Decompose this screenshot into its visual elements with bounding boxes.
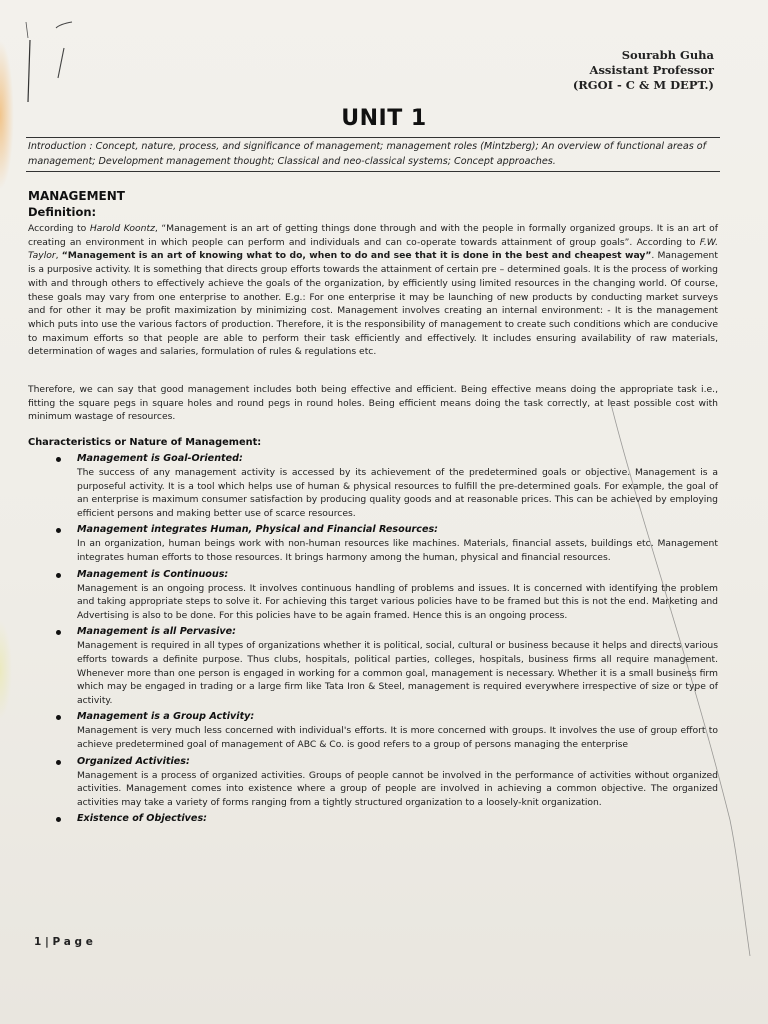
item-title: Management is all Pervasive:: [77, 626, 237, 638]
definition-text-a: According to: [28, 223, 90, 234]
item-text: Management is an ongoing process. It involves continuous handling of problems and issues. It is concerned with identifying the problem and taking appropriate steps to solve it. For achieving this target various policies have to be framed but this is not the end. Marketing and Advertising is also to be done. For this policies have to be again framed. Hence this is an ongoing process.: [77, 582, 718, 621]
item-text: In an organization, human beings work with non-human resources like machines. Materials, financial assets, buildings etc. Management integrates human efforts to those resources. It brings harmony among the human, physical and financial resources.: [77, 538, 718, 563]
item-title: Management is Goal-Oriented:: [77, 453, 243, 464]
taylor-quote: “Management is an art of knowing what to do, when to do and see that it is done in the best and cheapest way”: [61, 250, 652, 262]
intro-bottom-rule: [26, 171, 720, 172]
definition-text-c: ,: [55, 250, 62, 262]
author-role: Assistant Professor: [589, 63, 714, 77]
item-text: The success of any management activity is accessed by its achievement of the predetermined goals or objective. Management is a purposeful activity. It is a tool which helps use of human & physical resources to fulfill the pre-determined goals. For example, the goal of an enterprise is maximum consumer satisfaction by producing quality goods and at reasonable prices. This can be achieved by employing efficient persons and making better use of scarce resources.: [77, 467, 718, 519]
pen-margin-line: [600, 400, 760, 960]
bullet-icon: [56, 457, 61, 462]
item-title: Management is Continuous:: [77, 568, 229, 580]
item-title: Management is a Group Activity:: [77, 711, 255, 723]
section-subheading: Definition:: [28, 205, 97, 219]
author-block: [573, 48, 714, 93]
bullet-icon: [56, 573, 61, 578]
bullet-icon: [56, 715, 61, 720]
item-text: Management is required in all types of organizations whether it is political, social, cultural or business because it helps and directs various efforts towards a definite purpose. Thus clubs, hospitals, political parties, colleges, hospitals, business firms all require management. Whenever more than one person is engaged in working for a common goal, management is necessary. Whether it is a small business firm which may be engaged in trading or a large firm like Tata Iron & Steel, management is required everywhere irrespective of size or type of activity.: [77, 640, 718, 706]
bullet-icon: [56, 630, 61, 635]
author-taylor: F.W. Taylor: [28, 236, 718, 262]
item-title: Existence of Objectives:: [77, 813, 207, 825]
item-title: Management integrates Human, Physical and Financial Resources:: [77, 524, 439, 536]
item-text: Management is very much less concerned with individual's efforts. It is more concerned with groups. It involves the use of group effort to achieve predetermined goal of management of ABC & Co. is good refers to a group of persons managing the enterprise: [77, 725, 718, 750]
bullet-icon: [56, 528, 61, 533]
bullet-icon: [56, 760, 61, 765]
item-text: Management is a process of organized activities. Groups of people cannot be involved in the performance of activities without organized activities. Management comes into existence where a group of people are involved in achieving a common objective. The organized activities may take a variety of forms ranging from a tightly structured organization to a loosely-knit organization.: [77, 769, 718, 808]
intro-text: Introduction : Concept, nature, process, and significance of management; management roles (Mintzberg); An overview of functional areas of management; Development management thought; Classical and neo-classical systems; Concept approaches.: [28, 141, 707, 167]
definition-text-d: . Management is a purposive activity. It is something that directs group efforts towards the attainment of certain pre – determined goals. It is the process of working with and through others to effectively achieve the goals of the organization, by efficiently using limited resources in the changing world. Of course, these goals may vary from one enterprise to another. E.g.: For one enterprise it may be launching of new products by conducting market surveys and for other it may be profit maximization by minimizing cost. Management involves creating an internal environment: - It is the management which puts into use the various factors of production. Therefore, it is the responsibility of management to create such conditions which are conducive to maximum efforts so that people are able to perform their task efficiently and effectively. It includes ensuring availability of raw materials, determination of wages and salaries, formulation of rules & regulations etc.: [28, 250, 718, 358]
item-title: Organized Activities:: [77, 755, 190, 767]
author-dept: (RGOI - C & M DEPT.): [572, 78, 714, 92]
page-number: 1 | P a g e: [34, 936, 93, 948]
section-heading: MANAGEMENT: [28, 189, 125, 203]
definition-text-b: , “Management is an art of getting things done through and with the people in formally organized groups. It is an art of creating an environment in which people can perform and individuals and can co-operate towards attainment of group goals”. According to: [28, 223, 718, 248]
intro-top-rule: [26, 137, 720, 138]
bullet-icon: [56, 817, 61, 822]
pen-scribble: [16, 18, 76, 108]
author-name: Sourabh Guha: [621, 48, 714, 62]
conclusion-paragraph: Therefore, we can say that good management includes both being effective and efficient. Being effective means doing the appropriate task i.e., fitting the square pegs in square holes and round pegs in round holes. Being efficient means doing the task correctly, at least possible cost with minimum wastage of resources.: [28, 384, 718, 423]
page-title: UNIT 1: [341, 106, 427, 131]
characteristics-heading: Characteristics or Nature of Management:: [28, 437, 262, 448]
definition-paragraph: [28, 222, 718, 359]
author-koontz: Harold Koontz: [89, 223, 155, 234]
page-edge-highlight: [0, 620, 12, 720]
